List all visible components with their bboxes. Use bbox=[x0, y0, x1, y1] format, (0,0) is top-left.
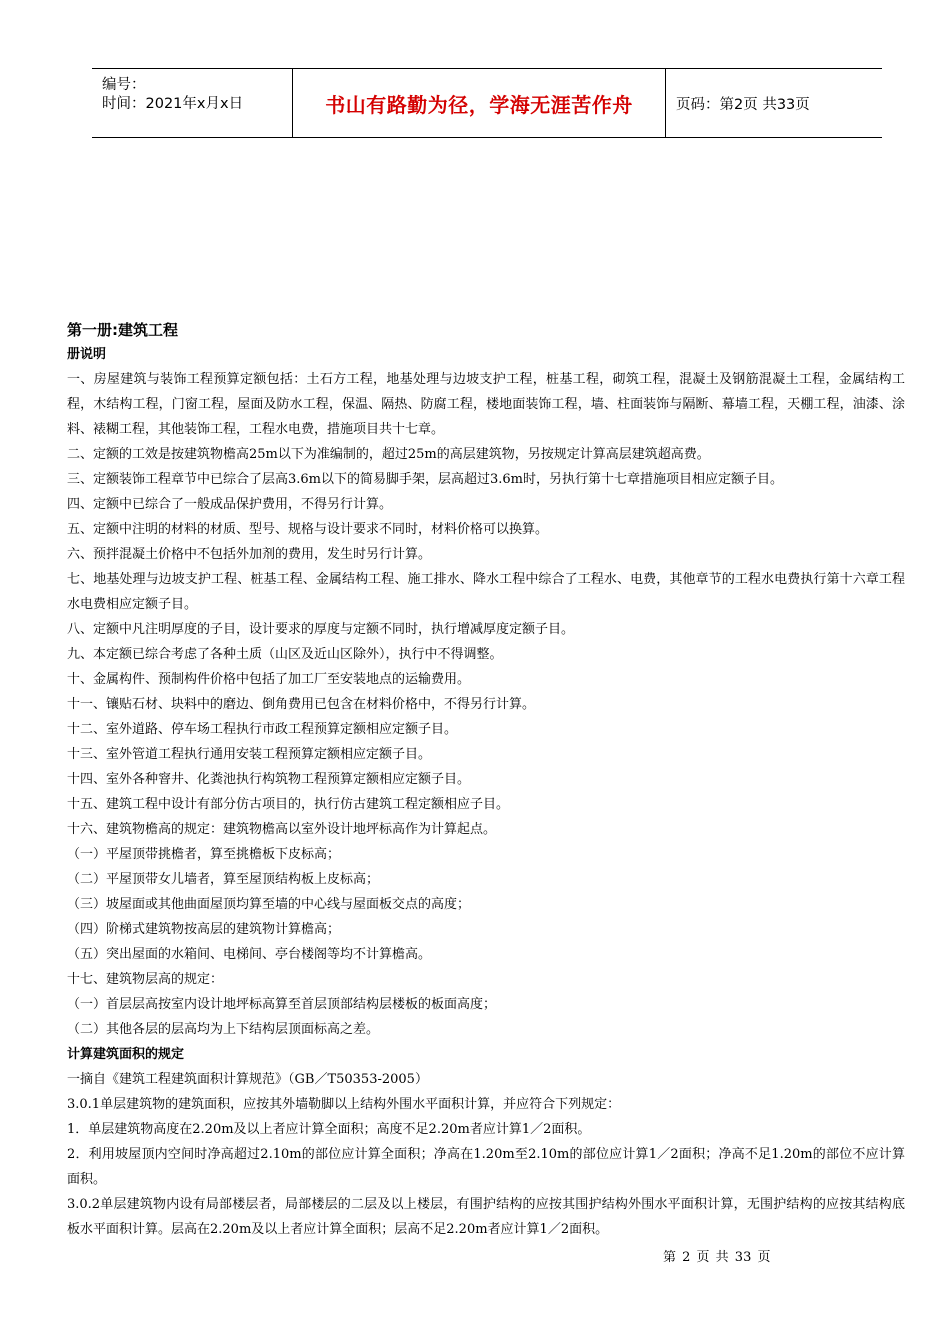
time-label: 时间：2021年x月x日 bbox=[102, 96, 244, 112]
paragraph: 一摘自《建筑工程建筑面积计算规范》（GB／T50353-2005） bbox=[67, 1072, 428, 1087]
header-page-cell bbox=[666, 69, 882, 137]
paragraph: 六、预拌混凝土价格中不包括外加剂的费用，发生时另行计算。 bbox=[67, 547, 432, 562]
page-footer: 第 2 页 共 33 页 bbox=[663, 1250, 771, 1265]
paragraph: （四）阶梯式建筑物按高层的建筑物计算檐高； bbox=[67, 922, 341, 937]
paragraph: 七、地基处理与边坡支护工程、桩基工程、金属结构工程、施工排水、降水工程中综合了工程水、电费，其他章节的工程水电费执行第十六章工程水电费相应定额子目。 bbox=[67, 572, 905, 612]
section-heading-area-rules: 计算建筑面积的规定 bbox=[67, 1047, 185, 1062]
document-body bbox=[67, 318, 905, 1242]
paragraph: 二、定额的工效是按建筑物檐高25m以下为准编制的，超过25m的高层建筑物，另按规定计算高层建筑超高费。 bbox=[67, 447, 710, 462]
paragraph: （一）首层层高按室内设计地坪标高算至首层顶部结构层楼板的板面高度； bbox=[67, 997, 497, 1012]
paragraph: 十五、建筑工程中设计有部分仿古项目的，执行仿古建筑工程定额相应子目。 bbox=[67, 797, 510, 812]
section-heading-volume-notes: 册说明 bbox=[67, 347, 107, 362]
paragraph: 三、定额装饰工程章节中已综合了层高3.6m以下的简易脚手架，层高超过3.6m时，另执行第十七章措施项目相应定额子目。 bbox=[67, 472, 784, 487]
paragraph: 3.0.1单层建筑物的建筑面积，应按其外墙勒脚以上结构外围水平面积计算，并应符合下列规定： bbox=[67, 1097, 621, 1112]
paragraph: 一、房屋建筑与装饰工程预算定额包括：土石方工程，地基处理与边坡支护工程，桩基工程，砌筑工程，混凝土及钢筋混凝土工程，金属结构工程，木结构工程，门窗工程，屋面及防水工程，保温、隔热、防腐工程，楼地面装饰工程，墙、柱面装饰与隔断、幕墙工程，天棚工程，油漆、涂料、裱糊工程，其他装饰工程，工程水电费，措施项目共十七章。 bbox=[67, 372, 905, 437]
paragraph: （一）平屋顶带挑檐者，算至挑檐板下皮标高； bbox=[67, 847, 341, 862]
paragraph: 八、定额中凡注明厚度的子目，设计要求的厚度与定额不同时，执行增减厚度定额子目。 bbox=[67, 622, 575, 637]
paragraph: 十、金属构件、预制构件价格中包括了加工厂至安装地点的运输费用。 bbox=[67, 672, 471, 687]
paragraph: 九、本定额已综合考虑了各种土质（山区及近山区除外），执行中不得调整。 bbox=[67, 647, 503, 662]
header-motto-cell bbox=[292, 69, 666, 137]
document-title: 第一册:建筑工程 bbox=[67, 321, 178, 339]
paragraph: 十一、镶贴石材、块料中的磨边、倒角费用已包含在材料价格中，不得另行计算。 bbox=[67, 697, 536, 712]
section-area-rules bbox=[67, 1067, 905, 1242]
paragraph: 3.0.2单层建筑物内设有局部楼层者，局部楼层的二层及以上楼层，有围护结构的应按其围护结构外围水平面积计算，无围护结构的应按其结构底板水平面积计算。层高在2.20m及以上者应计算全面积；层高不足2.20m者应计算1／2面积。 bbox=[67, 1197, 905, 1237]
paragraph: 四、定额中已综合了一般成品保护费用，不得另行计算。 bbox=[67, 497, 393, 512]
paragraph: 1．单层建筑物高度在2.20m及以上者应计算全面积；高度不足2.20m者应计算1／2面积。 bbox=[67, 1122, 591, 1137]
header-meta-cell bbox=[92, 69, 292, 137]
paragraph: 2．利用坡屋顶内空间时净高超过2.10m的部位应计算全面积；净高在1.20m至2.10m的部位应计算1／2面积；净高不足1.20m的部位不应计算面积。 bbox=[67, 1147, 905, 1187]
paragraph: （五）突出屋面的水箱间、电梯间、亭台楼阁等均不计算檐高。 bbox=[67, 947, 432, 962]
paragraph: 十七、建筑物层高的规定： bbox=[67, 972, 224, 987]
document-header bbox=[92, 68, 882, 138]
code-label: 编号： bbox=[102, 77, 146, 93]
page-info: 页码：第2页 共33页 bbox=[676, 96, 810, 113]
paragraph: 五、定额中注明的材料的材质、型号、规格与设计要求不同时，材料价格可以换算。 bbox=[67, 522, 549, 537]
paragraph: 十四、室外各种窨井、化粪池执行构筑物工程预算定额相应定额子目。 bbox=[67, 772, 471, 787]
section-volume-notes bbox=[67, 367, 905, 1042]
paragraph: 十二、室外道路、停车场工程执行市政工程预算定额相应定额子目。 bbox=[67, 722, 458, 737]
paragraph: （三）坡屋面或其他曲面屋顶均算至墙的中心线与屋面板交点的高度； bbox=[67, 897, 471, 912]
paragraph: （二）平屋顶带女儿墙者，算至屋顶结构板上皮标高； bbox=[67, 872, 380, 887]
paragraph: 十三、室外管道工程执行通用安装工程预算定额相应定额子目。 bbox=[67, 747, 432, 762]
paragraph: 十六、建筑物檐高的规定：建筑物檐高以室外设计地坪标高作为计算起点。 bbox=[67, 822, 497, 837]
motto-text: 书山有路勤为径，学海无涯苦作舟 bbox=[325, 92, 633, 117]
paragraph: （二）其他各层的层高均为上下结构层顶面标高之差。 bbox=[67, 1022, 380, 1037]
